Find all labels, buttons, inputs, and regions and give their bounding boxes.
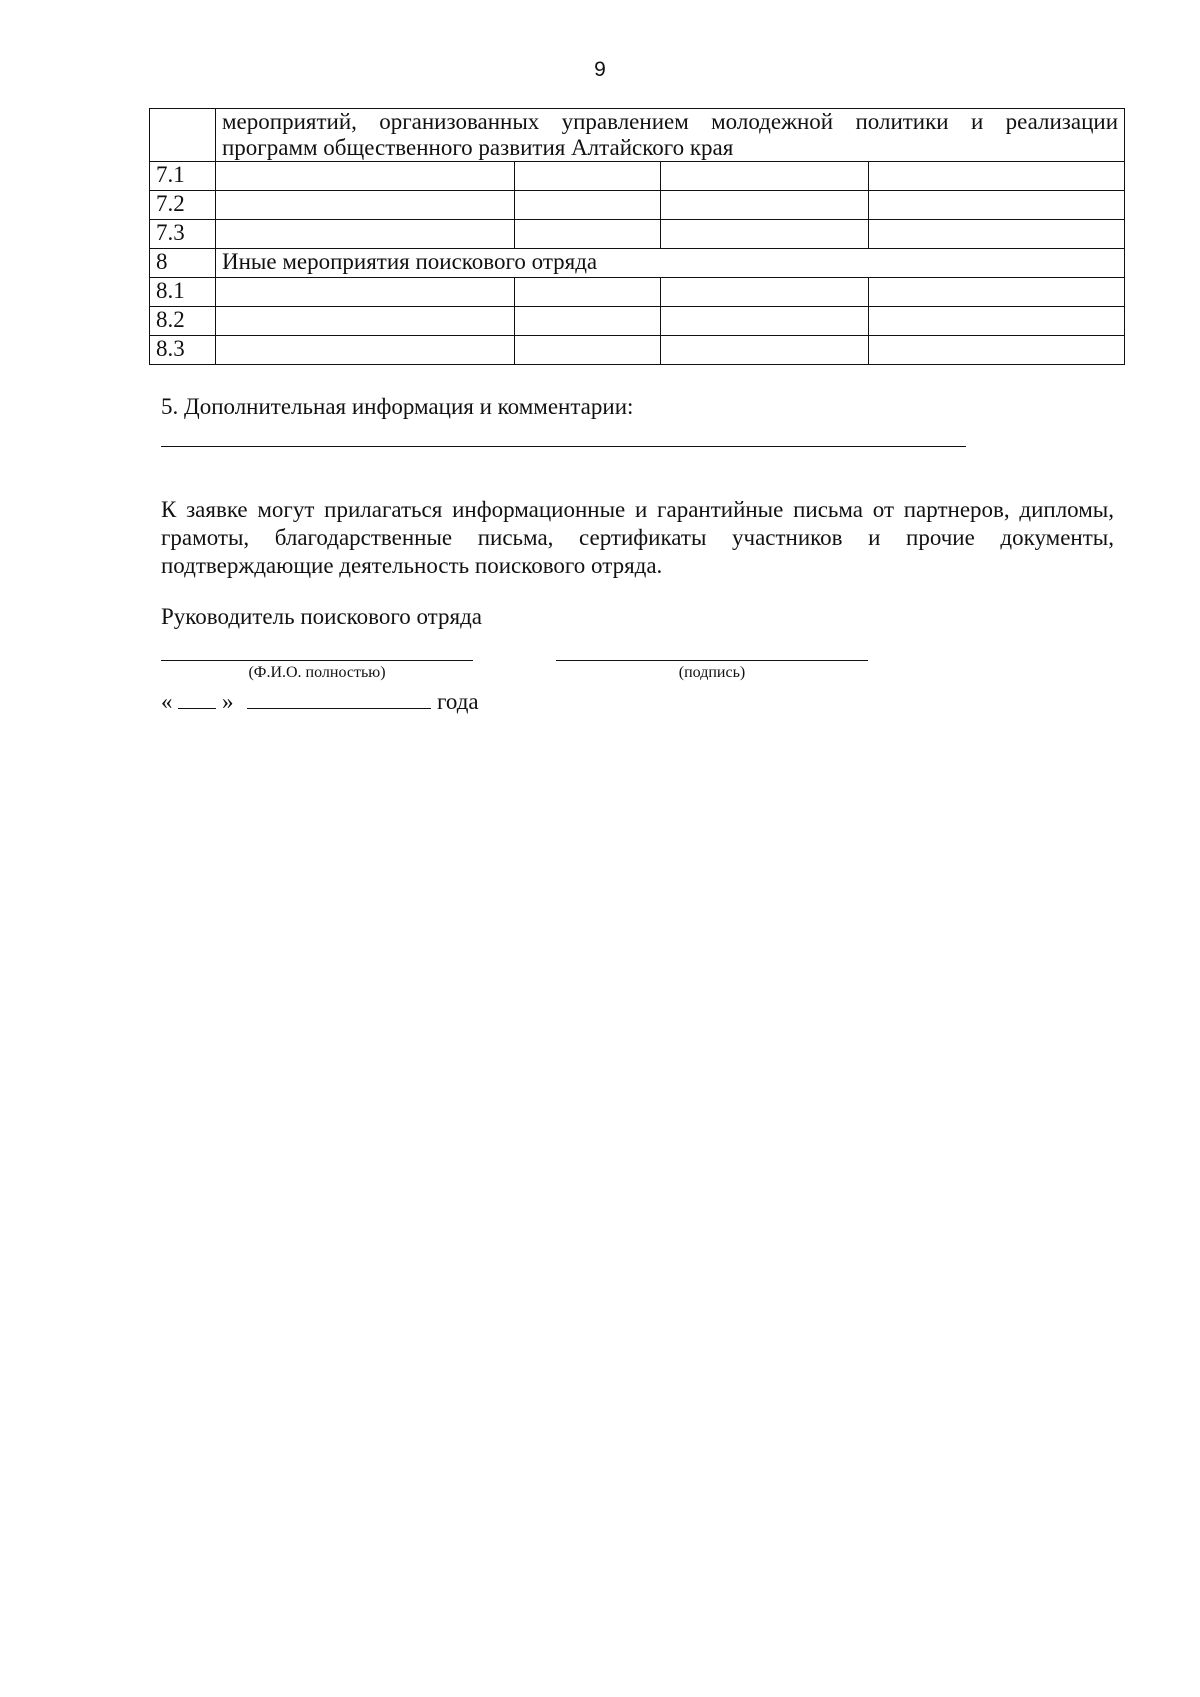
- row-number: 8.2: [150, 307, 216, 336]
- date-line: [161, 688, 479, 716]
- signature-fill-line: [556, 660, 868, 661]
- table-row: [150, 336, 1125, 365]
- table-cell: [869, 220, 1125, 249]
- table-cell: [515, 278, 661, 307]
- page-number: 9: [594, 58, 606, 81]
- activities-table: [149, 108, 1125, 365]
- table-cell: [216, 336, 515, 365]
- leader-label: Руководитель поискового отряда: [161, 604, 482, 629]
- name-caption: (Ф.И.О. полностью): [248, 664, 386, 681]
- table-cell: [661, 336, 869, 365]
- table-cell: [216, 220, 515, 249]
- row-number: 8.3: [150, 336, 216, 365]
- table-cell: [869, 162, 1125, 191]
- table-cell: [515, 336, 661, 365]
- section-8-title: Иные мероприятия поискового отряда: [216, 249, 1125, 278]
- name-fill-line: [161, 660, 473, 661]
- table-cell: [869, 307, 1125, 336]
- table-row: [150, 220, 1125, 249]
- table-row: [150, 191, 1125, 220]
- section-7-title-continuation: мероприятий, организованных управлением молодежной политики и реализации программ общественного развития Алтайского края: [216, 109, 1125, 162]
- table-cell: [216, 307, 515, 336]
- table-cell: [869, 336, 1125, 365]
- row-number: 7.2: [150, 191, 216, 220]
- month-blank: [247, 688, 431, 709]
- table-row: [150, 162, 1125, 191]
- table-cell: [216, 162, 515, 191]
- row-number: 7.1: [150, 162, 216, 191]
- date-close-quote: »: [222, 689, 234, 714]
- comments-fill-line: [161, 446, 966, 447]
- date-open-quote: «: [161, 689, 173, 714]
- table-row: [150, 307, 1125, 336]
- table-cell: [661, 220, 869, 249]
- day-blank: [178, 688, 216, 709]
- table-cell: [869, 278, 1125, 307]
- table-cell: [216, 278, 515, 307]
- section-8-number: 8: [150, 249, 216, 278]
- year-word: года: [437, 689, 479, 714]
- row-number: 7.3: [150, 220, 216, 249]
- table-cell: [150, 109, 216, 162]
- attachments-note: К заявке могут прилагаться информационные и гарантийные письма от партнеров, дипломы, грамоты, благодарственные письма, сертификаты участников и прочие документы, подтверждающие деятельность поискового отряда.: [161, 497, 1114, 578]
- table-cell: [515, 307, 661, 336]
- table-row: [150, 109, 1125, 162]
- table-row: [150, 249, 1125, 278]
- signature-caption: (подпись): [678, 664, 746, 681]
- table-cell: [661, 191, 869, 220]
- table-cell: [661, 307, 869, 336]
- table-cell: [515, 162, 661, 191]
- table-row: [150, 278, 1125, 307]
- comments-heading: 5. Дополнительная информация и комментарии:: [161, 394, 634, 419]
- row-number: 8.1: [150, 278, 216, 307]
- table-cell: [216, 191, 515, 220]
- table-cell: [515, 191, 661, 220]
- table-cell: [515, 220, 661, 249]
- table-cell: [869, 191, 1125, 220]
- table-cell: [661, 278, 869, 307]
- table-cell: [661, 162, 869, 191]
